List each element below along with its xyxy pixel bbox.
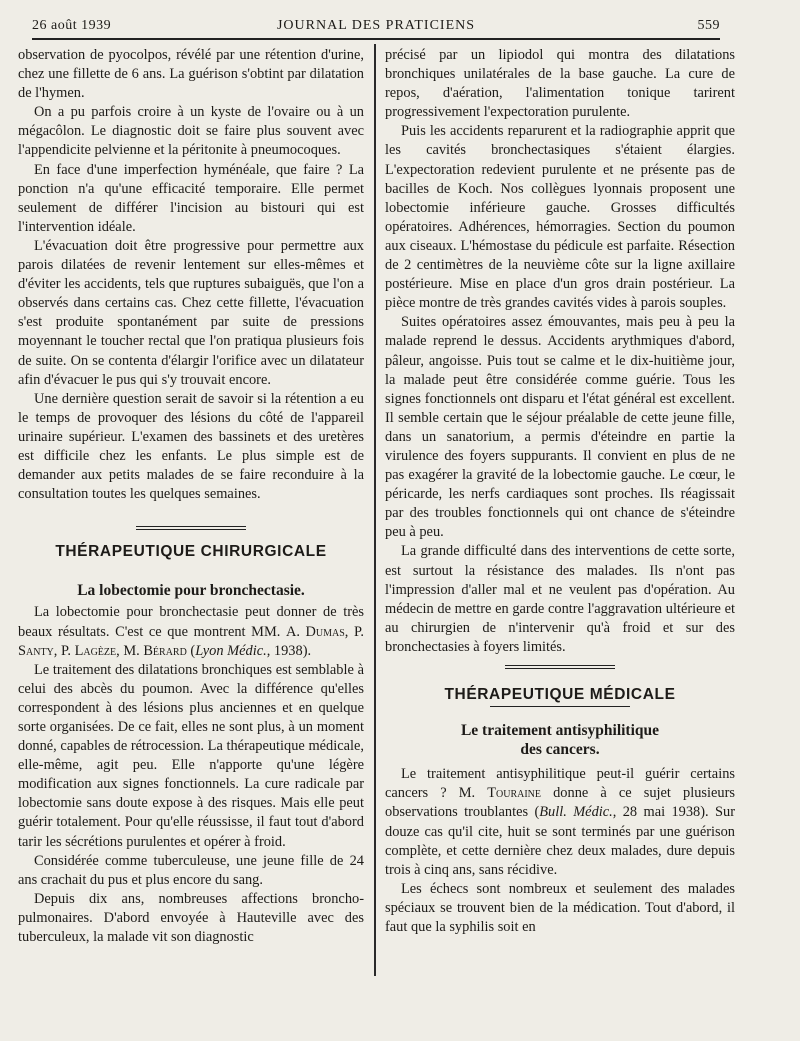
issue-date: 26 août 1939: [32, 18, 112, 33]
section-rule: [136, 526, 246, 527]
paragraph: Depuis dix ans, nombreuses affections broncho-pulmonaires. D'abord envoyée à Hauteville avec des tuberculeux, la malade vit son diagnostic: [18, 890, 364, 946]
paragraph: En face d'une imperfection hyménéale, que faire ? La ponction n'a qu'une efficacité temporaire. Elle permet seulement de différer l'incision au bistouri qui est l'intervention idéale.: [18, 161, 364, 235]
paragraph: Le traitement antisyphilitique peut-il guérir certains cancers ? M. Touraine donne à ce sujet plusieurs observations troublantes (Bull. Médic., 28 mai 1938). Sur douze cas qu'il cite, huit se sont terminés par une guérison complète, et cette dernière chez deux malades, dure depuis trois à cinq ans, sans récidive.: [385, 766, 735, 878]
section-title-medicale: THÉRAPEUTIQUE MÉDICALE: [444, 686, 676, 703]
column-divider: [374, 44, 376, 976]
page-header: [32, 16, 720, 40]
paragraph: L'évacuation doit être progressive pour permettre aux parois dilatées de revenir lentement sur elles-mêmes et d'éviter les accidents, tels que ruptures subaiguës, que l'on a observés dans certains cas. Chez cette fillette, l'évacuation s'est produite spontanément par suite de pressions moyennant le toucher rectal que l'on pratiqua plusieurs fois de suite. On se contenta d'élargir l'orifice avec un dilatateur afin d'évacuer le pus qui s'y trouvait encore.: [18, 237, 364, 388]
paragraph: La lobectomie pour bronchectasie peut donner de très beaux résultats. C'est ce que montrent MM. A. Dumas, P. Santy, P. Lagèze, M. Bérard (Lyon Médic., 1938).: [18, 604, 365, 659]
page-number: 559: [697, 18, 720, 33]
author-name: Touraine: [487, 785, 542, 802]
paragraph: Considérée comme tuberculeuse, une jeune fille de 24 ans crachait du pus et plus encore du sang.: [18, 852, 364, 888]
paragraph: On a pu parfois croire à un kyste de l'ovaire ou à un mégacôlon. Le diagnostic doit se faire plus souvent avec l'appendicite pelvienne et la péritonite à pneumocoques.: [18, 104, 364, 159]
paragraph: Le traitement des dilatations bronchiques est semblable à celui des abcès du poumon. Avec la différence qu'elles correspondent à des lésions plus anciennes et en quelque sorte organisées. De ce fait, elles ne sont plus, à un moment donné, capables de rétrocession. La thérapeutique médicale, elle-même, agit peu. Elle n'apporte qu'une légère modification aux signes fonctionnels. La cure radicale par lobectomie sans doute expose à des risques. Mais elle peut guérir totalement. Pour qu'elle réussisse, il faut tout d'abord tarir les sécrétions purulentes et opérer à froid.: [18, 661, 364, 850]
citation-source: Lyon Médic.: [195, 642, 267, 659]
right-column: [385, 46, 735, 937]
paragraph: observation de pyocolpos, révélé par une rétention d'urine, chez une fillette de 6 ans. La guérison s'obtint par dilatation de l'hymen.: [18, 47, 364, 102]
author-names: A. Dumas, P. Santy, P. Lagèze, M. Bérard: [18, 623, 365, 659]
paragraph: Une dernière question serait de savoir si la rétention a eu le temps de provoquer des lésions du côté de l'appareil urinaire supérieur. L'examen des bassinets et des uretères est difficile chez les enfants. Le plus simple est de demander aux petits malades de se faire reconduire à la consultation toutes les quelques semaines.: [18, 390, 364, 503]
paragraph: précisé par un lipiodol qui montra des dilatations bronchiques unilatérales de la base gauche. La cure de repos, d'aération, l'alimentation tonique tarirent progressivement l'expectoration purulente.: [385, 47, 735, 121]
section-rule: [505, 665, 615, 666]
journal-title: JOURNAL DES PRATICIENS: [276, 18, 476, 33]
paragraph: La grande difficulté dans des interventions de cette sorte, est surtout la résistance des malades. Ils n'ont pas l'impression d'aller mal et ne veulent pas d'opération. Au médecin de mettre en garde contre l'aggravation ultérieure et au chirurgien de n'intervenir qu'à froid et sur des bronchectasies à foyers limités.: [385, 543, 735, 655]
article-title-antisyphilitique: Le traitement antisyphilitique: [460, 722, 660, 740]
paragraph: Puis les accidents reparurent et la radiographie apprit que les cavités bronchectasiques s'étaient élargies. L'expectoration redevient purulente et ne présente pas de bacilles de Koch. Nos collègues lyonnais proposent une lobectomie inférieure gauche. Grosses difficultés opératoires. Adhérences, hémorragies. Section du poumon aux ciseaux. L'hémostase du pédicule est parfaite. Résection de 2 centimètres de la neuvième côte sur la ligne axillaire postérieure. Mise en place d'un gros drain postérieur. La pièce montre de très grandes cavités vides à parois souples.: [385, 123, 735, 312]
article-title-lobectomie: La lobectomie pour bronchectasie.: [77, 582, 305, 600]
article-title-antisyphilitique-line2: des cancers.: [520, 741, 600, 759]
citation-source: Bull. Médic.: [539, 804, 613, 821]
left-column: [18, 46, 364, 947]
paragraph: Les échecs sont nombreux et seulement des malades spéciaux se trouvent bien de la médication. Tout d'abord, il faut que la syphilis soit en: [385, 880, 735, 936]
paragraph: Suites opératoires assez émouvantes, mais peu à peu la malade reprend le dessus. Accidents arythmiques d'abord, pâleur, angoisse. Puis tout se calme et le dix-huitième jour, la malade peut être considérée comme guérie. Tous les signes fonctionnels ont disparu et l'état général est excellent. Il semble certain que le séjour préalable de cette jeune fille, dans un sanatorium, a permis d'éteindre en partie la virulence des foyers suppurants. Il convient en plus de ne pas exagérer la gravité de la lobectomie gauche. Le cœur, le péricarde, les nerfs cardiaques sont proches. Ils réagissait par des troubles fonctionnels qui ont chance de s'éteindre peu à peu.: [385, 314, 735, 541]
section-title-chirurgicale: THÉRAPEUTIQUE CHIRURGICALE: [55, 543, 327, 561]
